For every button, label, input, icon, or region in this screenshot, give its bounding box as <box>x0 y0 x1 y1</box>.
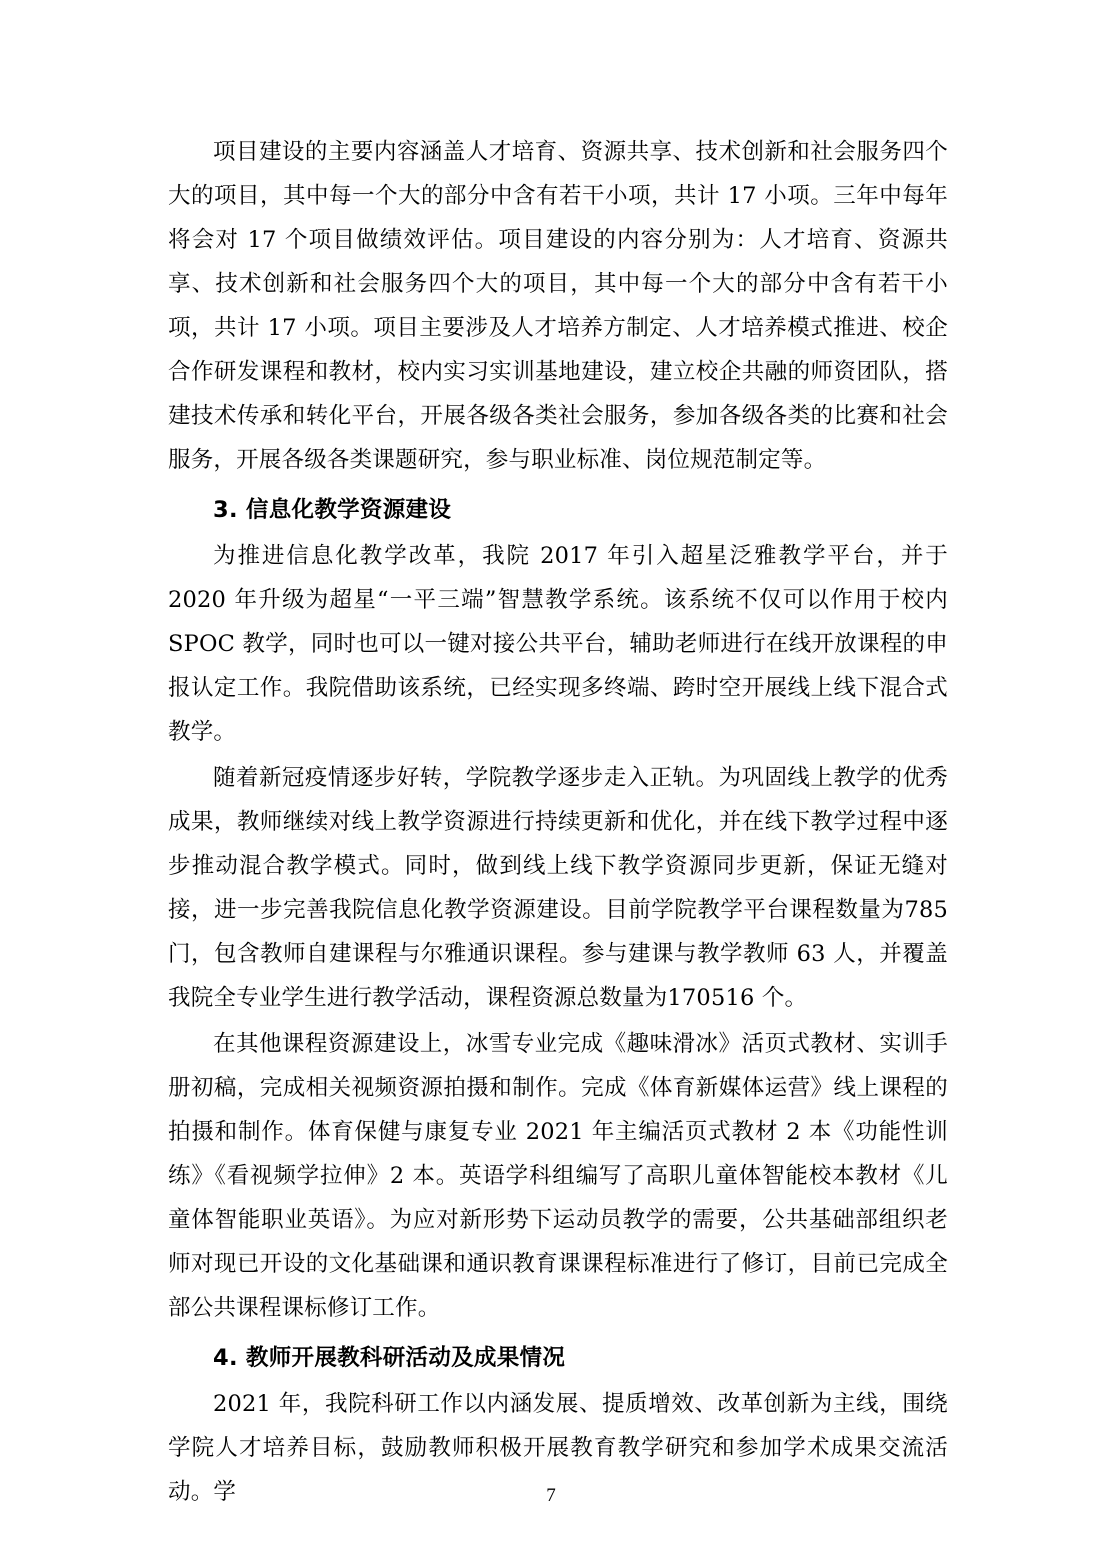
paragraph-other-course-resources: 在其他课程资源建设上，冰雪专业完成《趣味滑冰》活页式教材、实训手册初稿，完成相关视频资源拍摄和制作。完成《体育新媒体运营》线上课程的拍摄和制作。体育保健与康复专业 2021 年主编活页式教材 2 本《功能性训练》《看视频学拉伸》2 本。英语学科组编写了高职儿童体智能校本教材《儿童体智能职业英语》。为应对新形势下运动员教学的需要，公共基础部组织老师对现已开设的文化基础课和通识教育课课程标准进行了修订，目前已完成全部公共课程课标修订工作。 <box>168 1031 948 1321</box>
page-number: 7 <box>546 1485 556 1506</box>
heading-4-teacher-research-activities: 4. 教师开展教科研活动及成果情况 <box>213 1345 566 1371</box>
paragraph-project-content: 项目建设的主要内容涵盖人才培育、资源共享、技术创新和社会服务四个大的项目，其中每一个大的部分中含有若干小项，共计 17 小项。三年中每年将会对 17 个项目做绩效评估。项目建设的内容分别为：人才培育、资源共享、技术创新和社会服务四个大的项目，其中每一个大的部分中含有若干小项，共计 17 小项。项目主要涉及人才培养方制定、人才培养模式推进、校企合作研发课程和教材，校内实习实训基地建设，建立校企共融的师资团队，搭建技术传承和转化平台，开展各级各类社会服务，参加各级各类的比赛和社会服务，开展各级各类课题研究，参与职业标准、岗位规范制定等。 <box>168 139 948 473</box>
paragraph-2021-research-work: 2021 年，我院科研工作以内涵发展、提质增效、改革创新为主线，围绕学院人才培养目标，鼓励教师积极开展教育教学研究和参加学术成果交流活动。学 <box>168 1391 948 1505</box>
paragraph-online-teaching-results: 随着新冠疫情逐步好转，学院教学逐步走入正轨。为巩固线上教学的优秀成果，教师继续对线上教学资源进行持续更新和优化，并在线下教学过程中逐步推动混合教学模式。同时，做到线上线下教学资源同步更新，保证无缝对接，进一步完善我院信息化教学资源建设。目前学院教学平台课程数量为785 门，包含教师自建课程与尔雅通识课程。参与建课与教学教师 63 人，并覆盖我院全专业学生进行教学活动，课程资源总数量为170516 个。 <box>168 765 948 1011</box>
heading-3-informatization-teaching-resources: 3. 信息化教学资源建设 <box>213 497 452 523</box>
paragraph-chaoxing-platform: 为推进信息化教学改革，我院 2017 年引入超星泛雅教学平台，并于 2020 年升级为超星“一平三端”智慧教学系统。该系统不仅可以作用于校内 SPOC 教学，同时也可以一键对接公共平台，辅助老师进行在线开放课程的申报认定工作。我院借助该系统，已经实现多终端、跨时空开展线上线下混合式教学。 <box>168 543 948 745</box>
document-body <box>168 130 948 1514</box>
